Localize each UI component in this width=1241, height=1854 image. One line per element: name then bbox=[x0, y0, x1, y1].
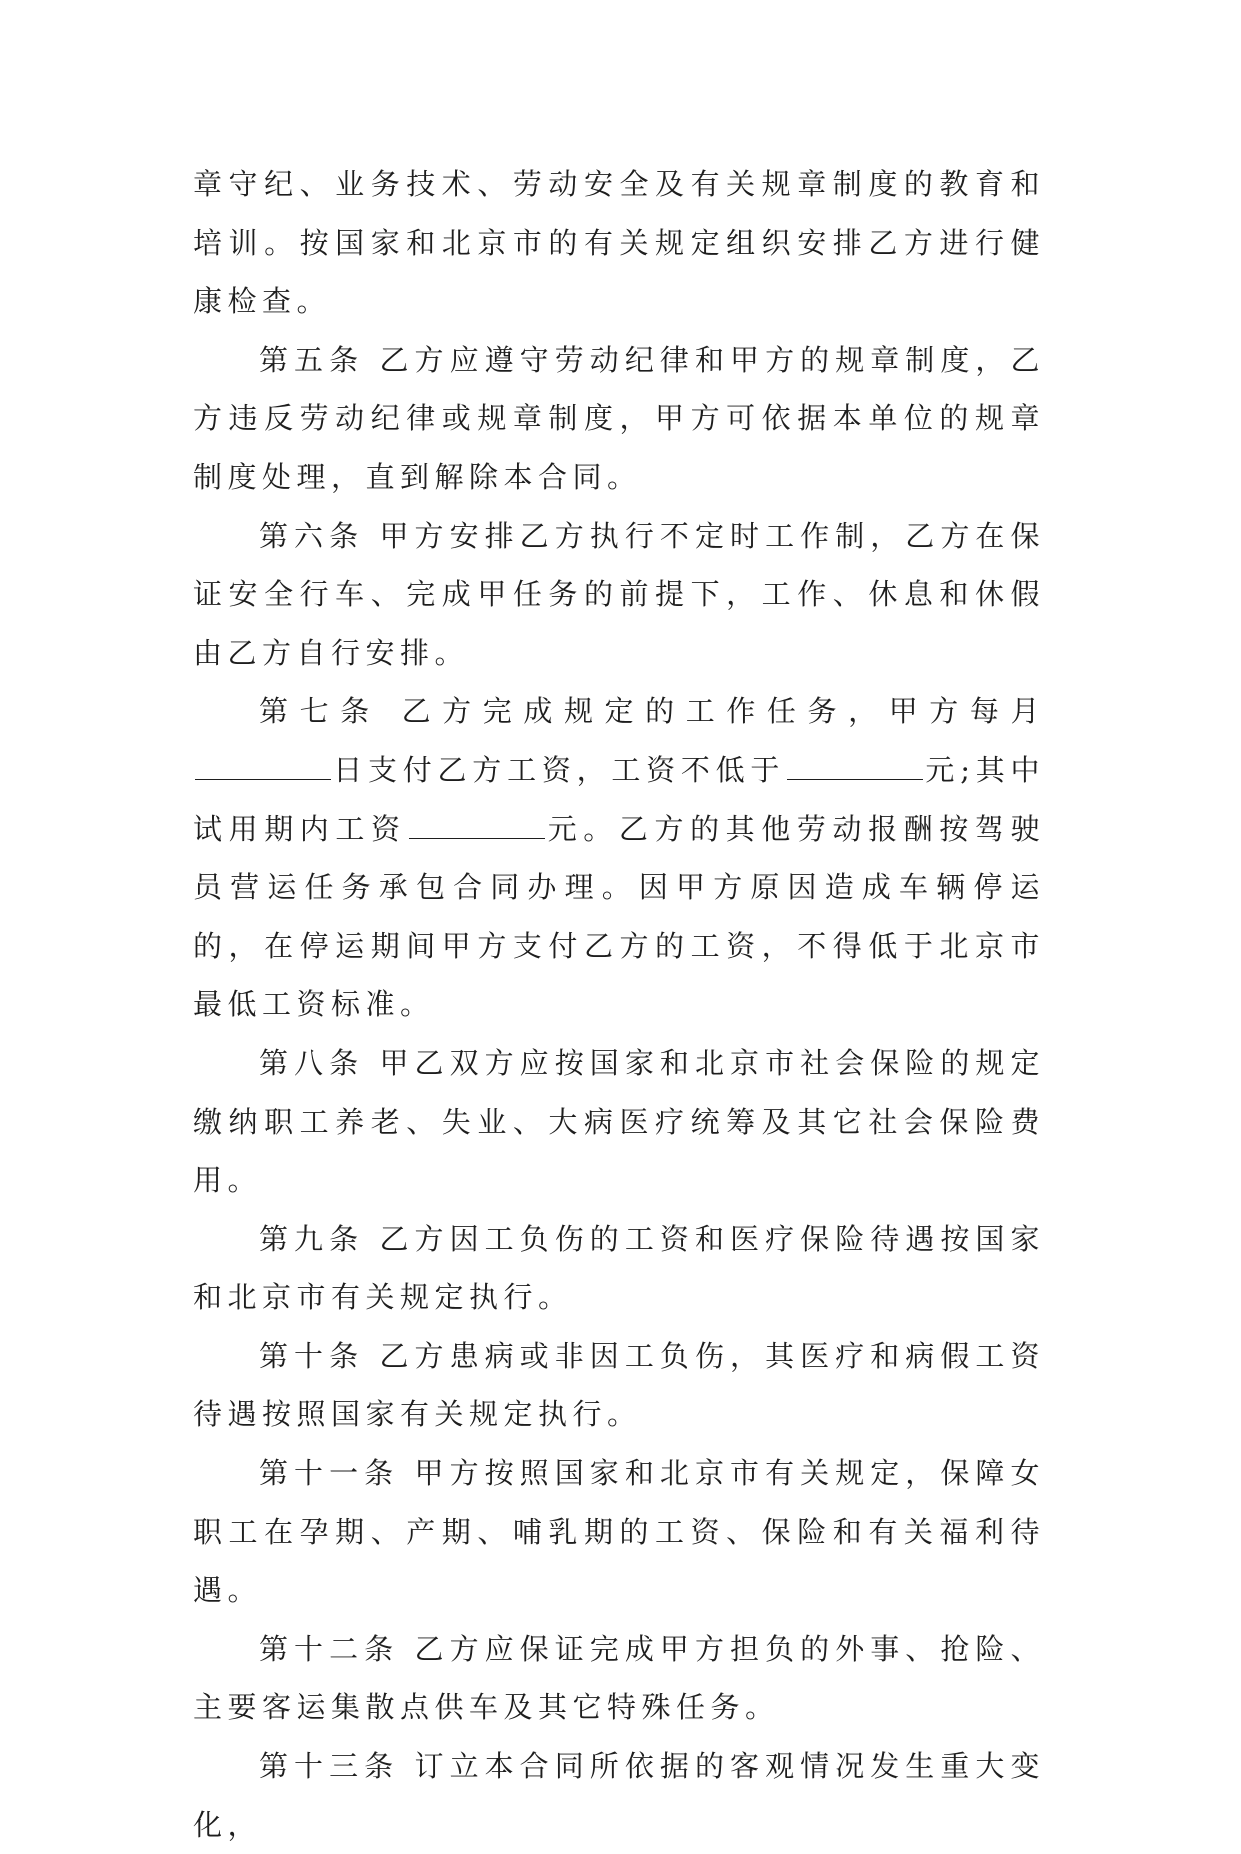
paragraph-article-9: 第九条 乙方因工负伤的工资和医疗保险待遇按国家和北京市有关规定执行。 bbox=[193, 1221, 1045, 1315]
paragraph-article-6: 第六条 甲方安排乙方执行不定时工作制，乙方在保证安全行车、完成甲任务的前提下，工作、休息和休假由乙方自行安排。 bbox=[193, 518, 1045, 670]
article-7-text-4: 元。乙方的其他劳动报酬按驾驶员营运任务承包合同办理。因甲方原因造成车辆停运的，在停运期间甲方支付乙方的工资，不得低于北京市最低工资标准。 bbox=[193, 811, 1045, 1022]
min-wage-blank bbox=[787, 755, 923, 780]
paragraph-article-8: 第八条 甲乙双方应按国家和北京市社会保险的规定缴纳职工养老、失业、大病医疗统筹及其它社会保险费用。 bbox=[193, 1045, 1045, 1198]
article-7-text-2: 日支付乙方工资，工资不低于 bbox=[333, 752, 786, 787]
paragraph-article-13: 第十三条 订立本合同所依据的客观情况发生重大变化， bbox=[193, 1749, 1045, 1842]
paragraph-article-11: 第十一条 甲方按照国家和北京市有关规定，保障女职工在孕期、产期、哺乳期的工资、保险和有关福利待遇。 bbox=[193, 1456, 1045, 1608]
probation-wage-blank bbox=[409, 814, 545, 839]
contract-body bbox=[193, 155, 1045, 1854]
paragraph-article-10: 第十条 乙方患病或非因工负伤，其医疗和病假工资待遇按照国家有关规定执行。 bbox=[193, 1338, 1045, 1432]
paragraph-continued-article-4: 章守纪、业务技术、劳动安全及有关规章制度的教育和培训。按国家和北京市的有关规定组织安排乙方进行健康检查。 bbox=[193, 167, 1045, 319]
article-7-text-1: 第七条 乙方完成规定的工作任务，甲方每月 bbox=[259, 694, 1045, 729]
article-7-text-3: 元;其中试用期内工资 bbox=[193, 752, 1045, 846]
pay-day-blank bbox=[195, 755, 331, 780]
paragraph-article-7 bbox=[193, 682, 1045, 1034]
paragraph-article-12: 第十二条 乙方应保证完成甲方担负的外事、抢险、主要客运集散点供车及其它特殊任务。 bbox=[193, 1631, 1045, 1725]
paragraph-article-5: 第五条 乙方应遵守劳动纪律和甲方的规章制度，乙方违反劳动纪律或规章制度，甲方可依据本单位的规章制度处理，直到解除本合同。 bbox=[193, 342, 1045, 494]
